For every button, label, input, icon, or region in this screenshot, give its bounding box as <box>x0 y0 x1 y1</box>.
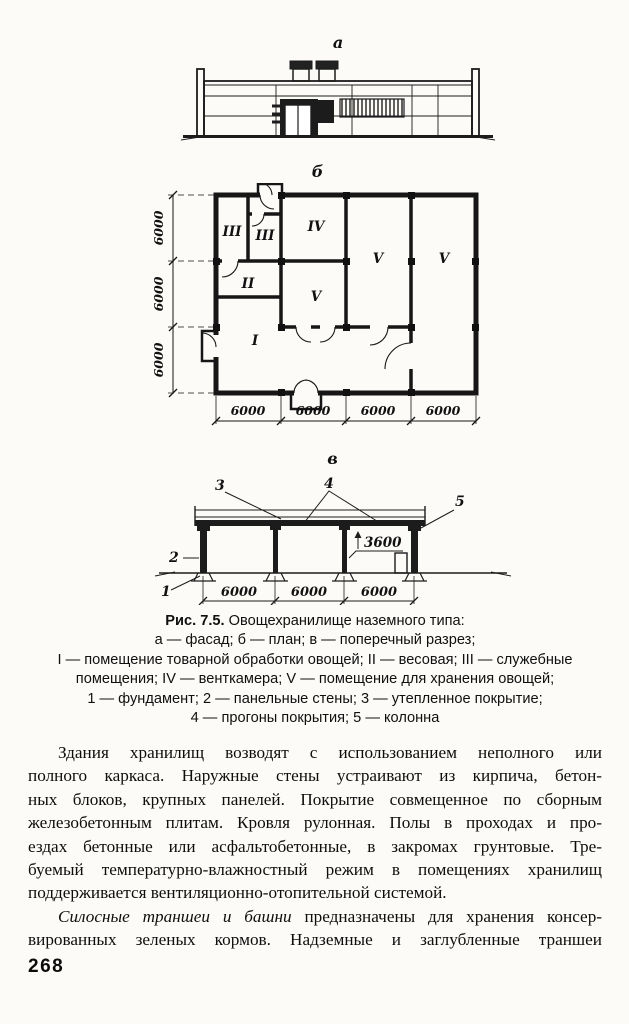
section-callout: 3 <box>214 478 225 494</box>
plan-room-label: III <box>255 228 274 244</box>
paragraph-line: ездах бетонные или асфальтобетонные, в закромах грунтовые. Тре- <box>28 836 602 856</box>
plan-room-label: I <box>251 333 258 349</box>
figure-caption <box>30 612 600 728</box>
section-callout: 4 <box>323 476 334 492</box>
caption-line: 1 — фундамент; 2 — панельные стены; 3 — утепленное покрытие; <box>87 690 543 707</box>
caption-title <box>30 612 600 631</box>
section-dim-bottom: 6000 <box>360 585 397 600</box>
body-text <box>28 741 602 952</box>
plan-dim-left: 6000 <box>150 342 166 378</box>
paragraph-line: железобетонным плитам. Кровля рулонная. Полы в проходах и про- <box>28 813 602 833</box>
plan-dim-left: 6000 <box>150 210 166 246</box>
caption-line: помещения; IV — венткамера; V — помещение для хранения овощей; <box>75 671 555 688</box>
section-label: в <box>327 449 338 468</box>
plan-dim-left: 6000 <box>150 276 166 312</box>
paragraph-lead-italic: Силосные траншеи и башни <box>58 906 292 926</box>
section-callout: 5 <box>454 494 465 510</box>
paragraph-line: ных блоков, крупных панелей. Покрытие совмещенное по сборным <box>28 789 602 809</box>
section-dim-bottom: 6000 <box>220 585 257 600</box>
facade-drawing <box>180 54 496 146</box>
plan-room-label: IV <box>307 219 324 235</box>
section-drawing <box>153 470 513 605</box>
plan-room-label: V <box>438 251 449 267</box>
page-number: 268 <box>28 956 65 977</box>
figure-plan <box>145 163 490 445</box>
paragraph-line: поддерживается вентиляционно-отопительной системой. <box>28 883 447 903</box>
plan-drawing <box>148 183 488 445</box>
plan-room-label: V <box>372 251 383 267</box>
section-callout: 1 <box>160 584 171 600</box>
paragraph-line: Здания хранилищ возводят с использованием неполного или <box>58 743 602 762</box>
figure-facade <box>178 34 498 146</box>
paragraph-line-rest: предназначены для хранения консер- <box>291 906 603 926</box>
plan-room-label: V <box>310 289 321 305</box>
paragraph-line <box>28 905 602 928</box>
plan-dim-bottom: 6000 <box>230 403 265 418</box>
section-dim-bottom: 6000 <box>290 585 327 600</box>
plan-dim-bottom: 6000 <box>295 403 330 418</box>
caption-line: I — помещение товарной обработки овощей; II — весовая; III — служебные <box>57 651 573 668</box>
figure-section <box>150 450 515 605</box>
section-height-dim: 3600 <box>363 535 402 551</box>
plan-dim-bottom: 6000 <box>360 403 395 418</box>
plan-label: б <box>311 162 324 181</box>
plan-room-label: II <box>241 276 254 292</box>
paragraph-line: вированных зеленых кормов. Надземные и заглубленные траншеи <box>28 930 602 950</box>
caption-line: 4 — прогоны покрытия; 5 — колонна <box>190 710 440 727</box>
section-callout: 2 <box>168 550 179 566</box>
paragraph-line: буемый температурно-влажностный режим в помещениях хранилищ <box>28 860 602 880</box>
paragraph-line: полного каркаса. Наружные стены устраивают из кирпича, бетон- <box>28 766 602 786</box>
facade-label: а <box>332 33 344 52</box>
caption-line: а — фасад; б — план; в — поперечный разрез; <box>154 632 476 649</box>
caption-figure-number: Рис. 7.5. <box>165 613 225 629</box>
plan-room-label: III <box>222 224 241 240</box>
plan-dim-bottom: 6000 <box>425 403 460 418</box>
caption-title-text: Овощехранилище наземного типа: <box>224 613 465 629</box>
